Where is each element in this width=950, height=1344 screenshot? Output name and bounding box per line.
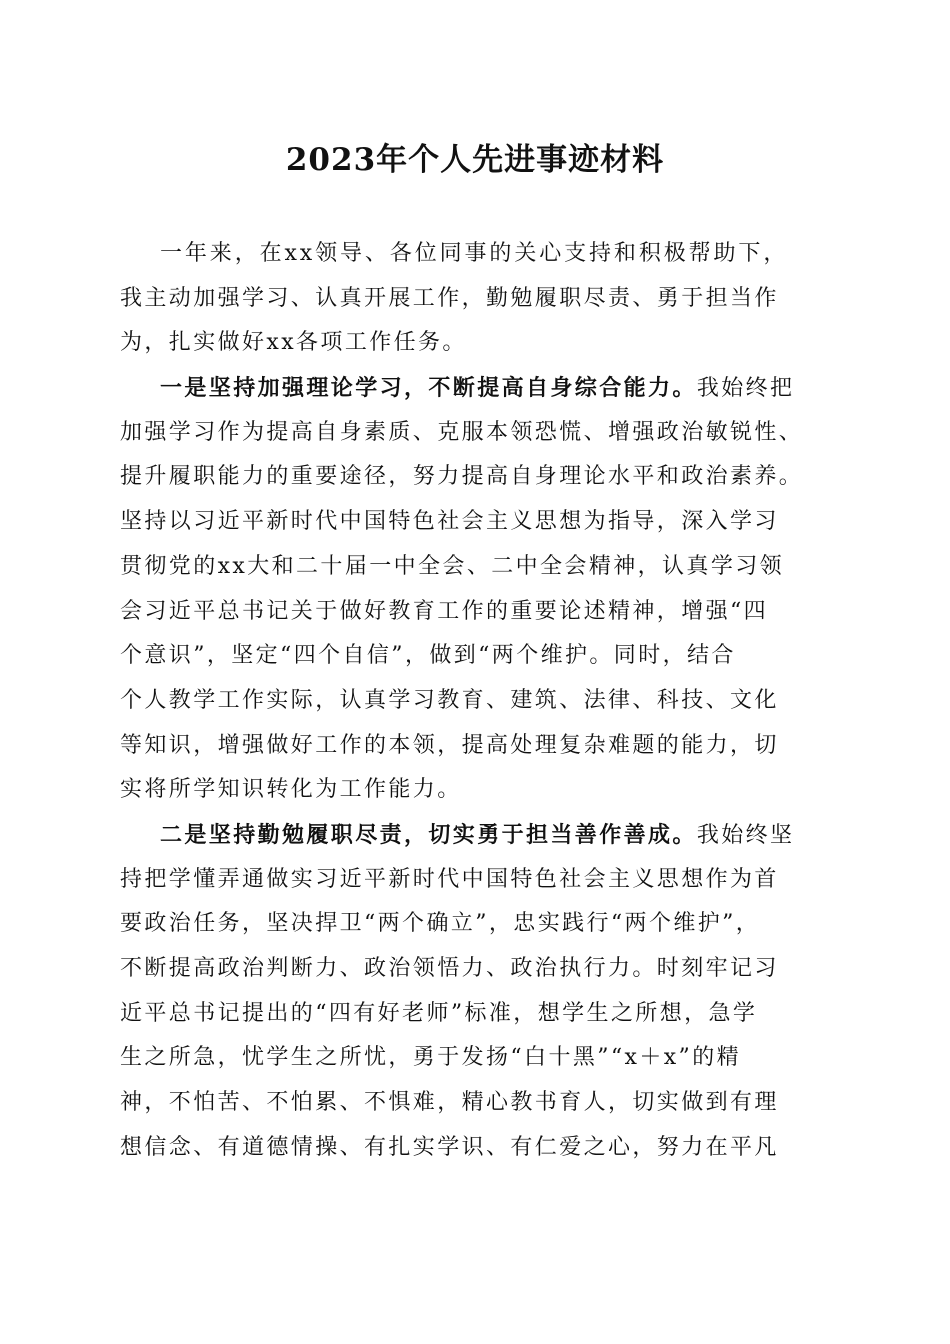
text-line: 一年来，在xx领导、各位同事的关心支持和积极帮助下， (160, 241, 789, 266)
text-line: 一是坚持加强理论学习，不断提高自身综合能力。我始终把 (160, 375, 795, 402)
text-line: 加强学习作为提高自身素质、克服本领恐慌、增强政治敏锐性、 (120, 419, 804, 445)
document-title: 2023年个人先进事迹材料 (285, 142, 665, 178)
text-line: 想信念、有道德情操、有扎实学识、有仁爱之心，努力在平凡 (120, 1134, 779, 1160)
document-body (120, 232, 832, 1170)
text-line: 实将所学知识转化为工作能力。 (120, 777, 462, 803)
text-line: 提升履职能力的重要途径，努力提高自身理论水平和政治素养。 (120, 464, 804, 490)
text-line: 等知识，增强做好工作的本领，提高处理复杂难题的能力，切 (120, 732, 779, 758)
text-line: 要政治任务，坚决捍卫“两个确立”，忠实践行“两个维护”， (120, 911, 761, 937)
text-line: 为，扎实做好xx各项工作任务。 (120, 330, 467, 356)
text-line: 我主动加强学习、认真开展工作，勤勉履职尽责、勇于担当作 (120, 285, 779, 311)
section-heading-1: 一是坚持加强理论学习，不断提高自身综合能力。 (160, 375, 697, 402)
text-line: 生之所急，忧学生之所忧，勇于发扬“白十黑”“x＋x”的精 (120, 1045, 742, 1071)
text-line: 会习近平总书记关于做好教育工作的重要论述精神，增强“四 (120, 598, 769, 624)
text-line: 近平总书记提出的“四有好老师”标准，想学生之所想，急学 (120, 1000, 758, 1026)
text-line: 个人教学工作实际，认真学习教育、建筑、法律、科技、文化 (120, 687, 779, 713)
text-line: 贯彻党的xx大和二十届一中全会、二中全会精神，认真学习领 (120, 553, 785, 579)
section-heading-2: 二是坚持勤勉履职尽责，切实勇于担当善作善成。 (160, 821, 697, 848)
text-line: 持把学懂弄通做实习近平新时代中国特色社会主义思想作为首 (120, 866, 779, 892)
text-line: 不断提高政治判断力、政治领悟力、政治执行力。时刻牢记习 (120, 956, 779, 981)
text-line: 坚持以习近平新时代中国特色社会主义思想为指导，深入学习 (120, 509, 779, 535)
text-line: 个意识”，坚定“四个自信”，做到“两个维护。同时，结合 (120, 643, 736, 669)
text-line: 二是坚持勤勉履职尽责，切实勇于担当善作善成。我始终坚 (160, 821, 795, 848)
text-line: 神，不怕苦、不怕累、不惧难，精心教书育人，切实做到有理 (120, 1090, 779, 1116)
